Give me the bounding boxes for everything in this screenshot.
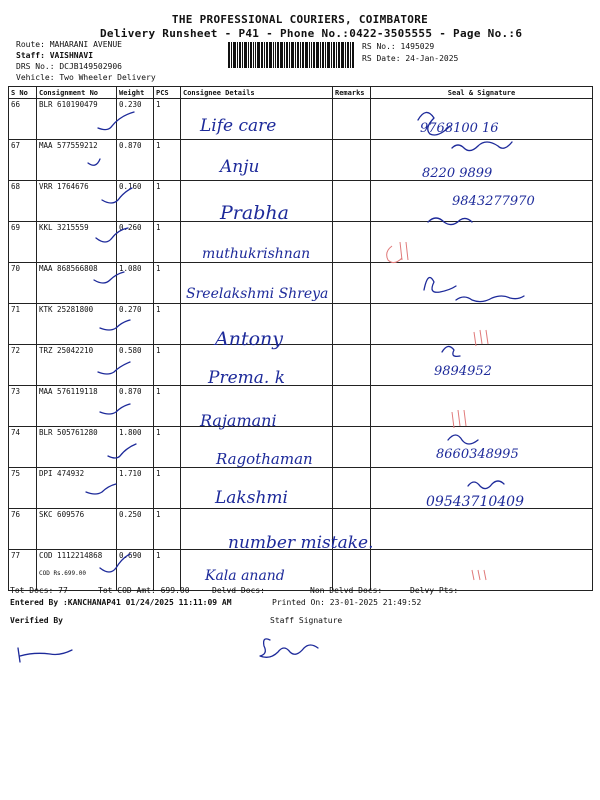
tick-icon [100, 404, 130, 414]
pcs: 1 [154, 181, 181, 222]
pcs: 1 [154, 263, 181, 304]
stamp-icon [472, 570, 486, 580]
route: Route: MAHARANI AVENUE [16, 40, 122, 49]
pcs: 1 [154, 99, 181, 140]
tick-icon [102, 188, 132, 203]
sno: 75 [9, 468, 37, 509]
staff-signature-icon [260, 639, 318, 657]
signature-icon [424, 278, 456, 293]
sno: 76 [9, 509, 37, 550]
weight: 0.160 [117, 181, 154, 222]
handwritten-consignee: Kala anand [205, 568, 285, 584]
stamp-icon [400, 242, 408, 260]
handwritten-consignee: Ragothaman [216, 450, 313, 468]
handwritten-consignee: Prabha [220, 202, 289, 224]
weight: 0.580 [117, 345, 154, 386]
weight: 0.250 [117, 509, 154, 550]
weight: 0.870 [117, 386, 154, 427]
col-consignment: Consignment No [37, 87, 117, 99]
signature-marks [418, 112, 524, 488]
sno: 71 [9, 304, 37, 345]
col-signature: Seal & Signature [371, 87, 593, 99]
consignment-no: MAA 577559212 [37, 140, 117, 181]
pcs: 1 [154, 509, 181, 550]
sno: 66 [9, 99, 37, 140]
weight: 1.710 [117, 468, 154, 509]
col-consignee: Consignee Details [181, 87, 333, 99]
col-weight: Weight [117, 87, 154, 99]
col-remarks: Remarks [333, 87, 371, 99]
cod-amount: COD Rs.699.00 [39, 570, 86, 577]
consignment-no: MAA 576119118 [37, 386, 117, 427]
consignment-no: TRZ 25042210 [37, 345, 117, 386]
footer-signatures [18, 639, 318, 662]
staff: Staff: VAISHNAVI [16, 51, 94, 60]
printed-on: Printed On: 23-01-2025 21:49:52 [272, 598, 422, 607]
verified-by-label: Verified By [10, 616, 63, 625]
company-name: THE PROFESSIONAL COURIERS, COIMBATORE [171, 13, 429, 26]
consignment-no: DPI 474932 [37, 468, 117, 509]
rs-date: RS Date: 24-Jan-2025 [362, 54, 459, 63]
consignment-no: SKC 609576 [37, 509, 117, 550]
sno: 74 [9, 427, 37, 468]
handwritten-consignee: Prema. k [208, 368, 285, 388]
tick-icon [94, 272, 124, 283]
pcs: 1 [154, 468, 181, 509]
sno: 67 [9, 140, 37, 181]
stamp-icon [387, 246, 402, 263]
handwritten-consignee: Sreelakshmi Shreya [186, 286, 329, 302]
weight: 1.080 [117, 263, 154, 304]
tick-marks [86, 112, 136, 572]
handwritten-consignee: Antony [215, 328, 284, 350]
handwritten-consignee: Life care [200, 116, 277, 136]
delivered-docs: Delvd Docs: [212, 586, 265, 595]
pcs: 1 [154, 550, 181, 591]
weight: 0.260 [117, 222, 154, 263]
sno: 68 [9, 181, 37, 222]
pcs: 1 [154, 427, 181, 468]
tick-icon [88, 159, 100, 165]
pcs: 1 [154, 140, 181, 181]
total-docs: Tot Docs: 77 [10, 586, 68, 595]
weight: 1.800 [117, 427, 154, 468]
tick-icon [98, 362, 130, 374]
signature-icon [428, 218, 472, 225]
handwritten-consignee: Lakshmi [215, 488, 288, 508]
consignment-no: BLR 610190479 [37, 99, 117, 140]
col-pcs: PCS [154, 87, 181, 99]
tick-icon [86, 484, 116, 494]
consignment-no: KTK 25281800 [37, 304, 117, 345]
tick-icon [96, 228, 128, 242]
weight: 0.270 [117, 304, 154, 345]
pcs: 1 [154, 222, 181, 263]
pcs: 1 [154, 386, 181, 427]
vehicle: Vehicle: Two Wheeler Delivery [16, 73, 156, 82]
handwritten-phone: 9894952 [434, 364, 492, 379]
tick-icon [100, 554, 130, 572]
handwritten-phone: 8220 9899 [422, 166, 493, 181]
consignment-no: BLR 505761280 [37, 427, 117, 468]
tick-icon [98, 112, 134, 130]
consignment-no: KKL 3215559 [37, 222, 117, 263]
handwritten-consignee: muthukrishnan [202, 246, 311, 262]
sno: 72 [9, 345, 37, 386]
non-delivered-docs: Non Delvd Docs: [310, 586, 383, 595]
pcs: 1 [154, 304, 181, 345]
pcs: 1 [154, 345, 181, 386]
handwritten-consignee: number mistake. [228, 533, 374, 553]
handwritten-phone: 9843277970 [452, 194, 535, 209]
handwritten-phone: 09543710409 [426, 494, 524, 510]
handwritten-consignee: Anju [220, 157, 260, 177]
signature-icon [442, 346, 460, 356]
stamp-icon [452, 410, 466, 428]
signature-icon [468, 481, 504, 489]
weight: 0.230 [117, 99, 154, 140]
consignment-no: COD 1112214868 COD Rs.699.00 [37, 550, 117, 591]
delivery-points: Delvy Pts: [410, 586, 459, 595]
consignment-no: MAA 868566808 [37, 263, 117, 304]
handwritten-consignee: Rajamani [200, 411, 277, 430]
total-cod: Tot COD Amt: 699.00 [98, 586, 190, 595]
consignment-no: VRR 1764676 [37, 181, 117, 222]
sno: 77 [9, 550, 37, 591]
tick-icon [108, 444, 136, 458]
sno: 69 [9, 222, 37, 263]
weight: 0.690 [117, 550, 154, 591]
stamp-icon [474, 330, 488, 346]
signature-icon [456, 296, 524, 302]
sno: 73 [9, 386, 37, 427]
signature-icon [452, 142, 512, 151]
drs-number: DRS No.: DCJB149502906 [16, 62, 122, 71]
verified-signature-icon [18, 648, 72, 662]
staff-signature-label: Staff Signature [270, 616, 343, 625]
col-sno: S No [9, 87, 37, 99]
handwritten-phone: 9768100 16 [420, 121, 499, 136]
rs-number: RS No.: 1495029 [362, 42, 435, 51]
handwritten-phone: 8660348995 [436, 447, 519, 462]
sno: 70 [9, 263, 37, 304]
entered-by: Entered By :KANCHANAP41 01/24/2025 11:11:09 AM [10, 598, 232, 607]
runsheet-title: Delivery Runsheet - P41 - Phone No.:0422-3505555 - Page No.:6 [100, 27, 523, 40]
tick-icon [100, 320, 130, 330]
weight: 0.870 [117, 140, 154, 181]
signature-icon [418, 112, 450, 135]
signature-icon [448, 435, 478, 444]
